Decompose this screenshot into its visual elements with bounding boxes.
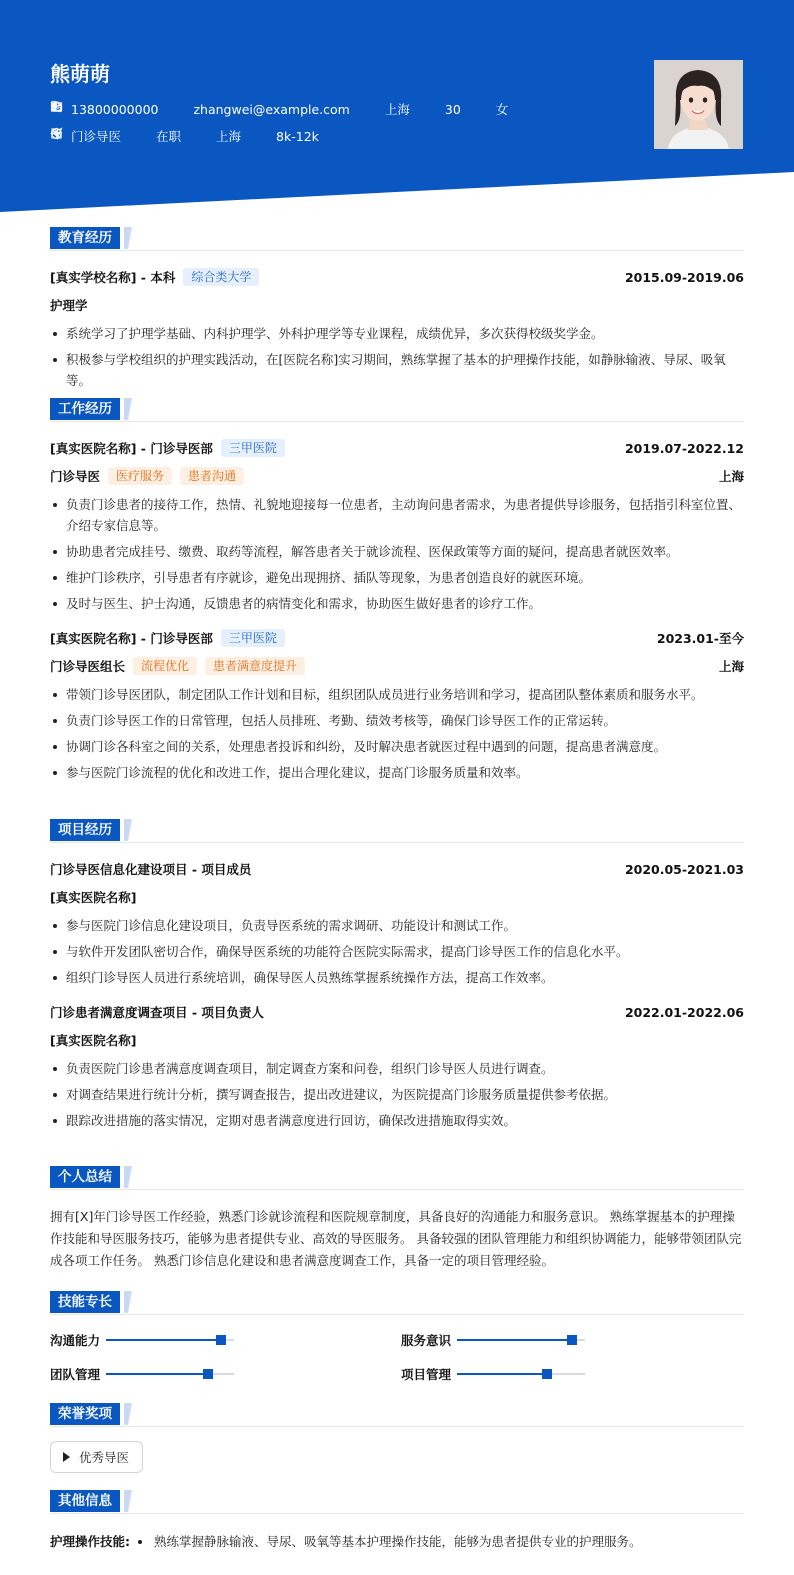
job-role: 门诊导医组长 [50,659,126,674]
project-details [50,1058,744,1131]
honor-name: 优秀导医 [79,1450,130,1465]
section-title-accent [124,398,136,420]
age-item [424,102,461,117]
phone-item [50,102,158,117]
school-name: [真实学校名称] - 本科 [50,270,176,285]
skill-bar-fill [457,1373,547,1375]
city-item [364,100,410,118]
skill-bar-fill [106,1339,221,1341]
play-icon [63,1452,70,1462]
skill-bar-fill [106,1373,208,1375]
honors-section [50,1403,744,1473]
list-item: 参与医院门诊流程的优化和改进工作，提出合理化建议，提高门诊服务质量和效率。 [50,762,744,783]
salary-value: 8k-12k [276,128,319,144]
job-header [50,438,744,458]
email-item [172,102,349,117]
section-title-accent [124,227,136,249]
section-header [50,1166,744,1190]
phone-value: 13800000000 [71,101,159,117]
education-entry-header [50,267,744,287]
status-value: 在职 [156,129,182,144]
salary-icon [255,129,269,143]
job-header [50,628,744,648]
project-org: [真实医院名称] [50,890,137,905]
target-city-value: 上海 [216,129,242,144]
other-info-row [50,1531,744,1552]
job-date: 2023.01-至今 [656,631,744,646]
job-role: 门诊导医 [50,469,101,484]
skill-bar-fill [457,1339,572,1341]
building-icon [195,129,209,143]
section-title: 个人总结 [50,1166,120,1188]
mail-icon [172,102,186,116]
other-info-value: 熟练掌握静脉输液、导尿、吸氧等基本护理操作技能，能够为患者提供专业的护理服务。 [130,1531,642,1552]
skill-bar [106,1339,234,1341]
project-date: 2020.05-2021.03 [624,861,744,877]
section-title-accent [124,1403,136,1425]
job-date: 2019.07-2022.12 [624,440,744,456]
education-section [50,227,744,396]
status-item [135,127,181,145]
gear-icon [135,129,149,143]
gender-value: 女 [495,102,509,117]
list-item: 参与医院门诊信息化建设项目，负责导医系统的需求调研、功能设计和测试工作。 [50,915,744,936]
job-entry [50,438,744,614]
job-role-row [50,466,744,486]
skill-tag: 流程优化 [133,657,197,675]
project-entry [50,1002,744,1131]
contact-row [50,100,522,118]
project-org-row [50,887,744,907]
section-header [50,1490,744,1514]
major [50,295,744,315]
list-item: 积极参与学校组织的护理实践活动，在[医院名称]实习期间，熟练掌握了基本的护理操作技能，如静脉输液、导尿、吸氧等。 [50,349,744,391]
other-info-label: 护理操作技能: [50,1534,130,1549]
skill-item [50,1365,234,1383]
project-org: [真实医院名称] [50,1033,137,1048]
list-item: 协助患者完成挂号、缴费、取药等流程，解答患者关于就诊流程、医保政策等方面的疑问，提高患者就医效率。 [50,541,744,562]
list-item: 维护门诊秩序，引导患者有序就诊，避免出现拥挤、插队等现象，为患者创造良好的就医环境。 [50,567,744,588]
section-title-accent [124,1291,136,1313]
skill-bar [457,1373,585,1375]
project-header [50,859,744,879]
age-icon [424,102,438,116]
skill-item [401,1365,585,1383]
section-header [50,1403,744,1427]
position-value: 门诊导医 [71,129,122,144]
list-item: 协调门诊各科室之间的关系，处理患者投诉和纠纷，及时解决患者就医过程中遇到的问题，提高患者满意度。 [50,736,744,757]
project-name: 门诊导医信息化建设项目 - 项目成员 [50,862,252,877]
job-intent-row [50,127,333,145]
job-city: 上海 [718,469,744,484]
project-org-row [50,1030,744,1050]
skill-name: 团队管理 [50,1367,101,1382]
other-section [50,1490,744,1552]
section-title-accent [124,819,136,841]
project-date: 2022.01-2022.06 [624,1004,744,1020]
skill-bar [457,1339,585,1341]
candidate-name: 熊萌萌 [50,62,110,86]
org-tag: 三甲医院 [221,439,285,457]
salary-item [255,129,319,144]
age-value: 30 [444,101,461,117]
job-city: 上海 [718,659,744,674]
list-item: 组织门诊导医人员进行系统培训，确保导医人员熟练掌握系统操作方法，提高工作效率。 [50,967,744,988]
city-value: 上海 [384,102,410,117]
honor-item [50,1441,143,1473]
section-title-accent [124,1166,136,1188]
list-item: 负责门诊患者的接待工作，热情、礼貌地迎接每一位患者，主动询问患者需求，为患者提供导诊服务，包括指引科室位置、介绍专家信息等。 [50,494,744,536]
section-title: 荣誉奖项 [50,1403,120,1425]
job-entry [50,628,744,783]
project-details [50,915,744,988]
list-item: 对调查结果进行统计分析，撰写调查报告，提出改进建议，为医院提高门诊服务质量提供参考依据。 [50,1084,744,1105]
section-title: 工作经历 [50,398,120,420]
section-header [50,227,744,251]
job-org: [真实医院名称] - 门诊导医部 [50,631,213,646]
skill-tag: 患者满意度提升 [205,657,305,675]
skill-bar-knob [203,1369,213,1379]
education-details [50,323,744,391]
list-item: 及时与医生、护士沟通，反馈患者的病情变化和需求，协助医生做好患者的诊疗工作。 [50,593,744,614]
email-value: zhangwei@example.com [193,101,350,117]
skill-bar-knob [567,1335,577,1345]
summary-text: 拥有[X]年门诊导医工作经验，熟悉门诊就诊流程和医院规章制度，具备良好的沟通能力和服务意识。 熟练掌握基本的护理操作技能和导医服务技巧，能够为患者提供专业、高效的导医服务。 具备较强的团队管理能力和组织协调能力，能够带领团队完成各项工作任务。 熟悉门诊信息化建设和患者满意度调查工作，具备一定的项目管理经验。 [50,1209,742,1268]
list-item: 负责门诊导医工作的日常管理，包括人员排班、考勤、绩效考核等，确保门诊导医工作的正常运转。 [50,710,744,731]
section-header [50,398,744,422]
gender-icon [475,102,489,116]
section-title: 项目经历 [50,819,120,841]
list-item: 系统学习了护理学基础、内科护理学、外科护理学等专业课程，成绩优异，多次获得校级奖学金。 [50,323,744,344]
skills-section [50,1291,744,1386]
school-tag: 综合类大学 [183,268,259,286]
skill-item [401,1331,585,1349]
education-date: 2015.09-2019.06 [624,269,744,285]
work-section [50,398,744,788]
job-role-row [50,656,744,676]
section-title-accent [124,1490,136,1512]
skill-bar-knob [216,1335,226,1345]
skill-name: 沟通能力 [50,1333,101,1348]
list-item: 负责医院门诊患者满意度调查项目，制定调查方案和问卷，组织门诊导医人员进行调查。 [50,1058,744,1079]
major-name: 护理学 [50,298,88,313]
skill-name: 服务意识 [401,1333,452,1348]
target-city-item [195,127,241,145]
section-title: 其他信息 [50,1490,120,1512]
summary-section [50,1166,744,1272]
skill-name: 项目管理 [401,1367,452,1382]
project-header [50,1002,744,1022]
list-item: 带领门诊导医团队，制定团队工作计划和目标，组织团队成员进行业务培训和学习，提高团队整体素质和服务水平。 [50,684,744,705]
section-title: 教育经历 [50,227,120,249]
section-title: 技能专长 [50,1291,120,1313]
skill-tag: 医疗服务 [108,467,172,485]
org-tag: 三甲医院 [221,629,285,647]
list-item: 与软件开发团队密切合作，确保导医系统的功能符合医院实际需求，提高门诊导医工作的信息化水平。 [50,941,744,962]
project-entry [50,859,744,988]
skill-item [50,1331,234,1349]
job-org: [真实医院名称] - 门诊导医部 [50,441,213,456]
gender-item [475,100,509,118]
job-duties [50,494,744,614]
projects-section [50,819,744,1136]
header-banner [0,0,794,215]
project-name: 门诊患者满意度调查项目 - 项目负责人 [50,1005,264,1020]
home-icon [364,102,378,116]
skill-bar [106,1373,234,1375]
job-duties [50,684,744,783]
list-item: 跟踪改进措施的落实情况，定期对患者满意度进行回访，确保改进措施取得实效。 [50,1110,744,1131]
skill-bar-knob [542,1369,552,1379]
profile-photo [654,60,743,149]
skill-tag: 患者沟通 [180,467,244,485]
section-header [50,819,744,843]
section-header [50,1291,744,1315]
